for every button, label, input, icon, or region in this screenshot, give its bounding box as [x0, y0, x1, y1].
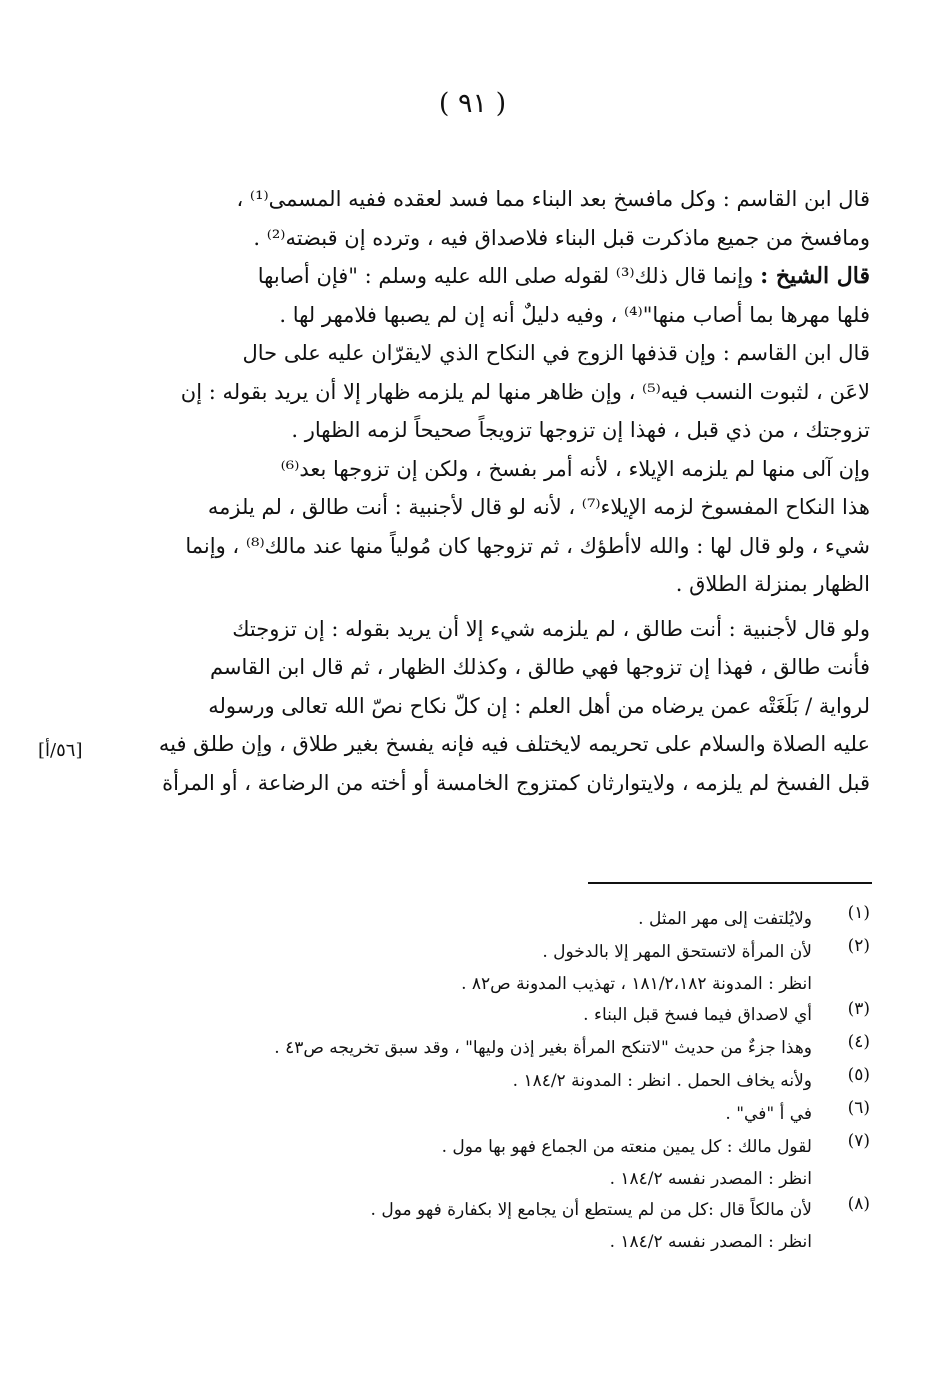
footnote-text: أي لاصداق فيما فسخ قبل البناء .	[583, 1005, 812, 1025]
footnote	[128, 1032, 870, 1065]
footnote-number: (٧)	[847, 1131, 870, 1151]
footnote	[128, 1098, 870, 1131]
footnote-text: انظر : المصدر نفسه ١٨٤/٢ .	[609, 1169, 812, 1189]
footnote-number: (١)	[847, 903, 870, 923]
text-line-sheikh	[128, 257, 870, 296]
footnote-text: انظر : المدونة ١٨١/٢،١٨٢ ، تهذيب المدونة ص٨٢ .	[461, 974, 812, 994]
text-line: قال ابن القاسم : وإن قذفها الزوج في النكاح الذي لايقرّان عليه على حال	[242, 341, 870, 365]
footnote	[128, 903, 870, 936]
text-line: الظهار بمنزلة الطلاق .	[675, 572, 870, 596]
text-line: ولو قال لأجنبية : أنت طالق ، لم يلزمه شيء إلا أن يريد بقوله : إن تزوجتك	[232, 616, 870, 641]
text-line: قال ابن القاسم : وكل مافسخ بعد البناء مما فسد لعقده ففيه المسمى⁽¹⁾ ،	[236, 187, 870, 211]
footnote-number: (٣)	[847, 999, 870, 1019]
text-line: ومافسخ من جميع ماذكرت قبل البناء فلاصداق فيه ، وترده إن قبضته⁽²⁾ .	[253, 225, 870, 250]
footnote	[128, 936, 870, 999]
text-line: فأنت طالق ، فهذا إن تزوجها فهي طالق ، وكذلك الظهار ، ثم قال ابن القاسم	[209, 655, 870, 679]
footnote	[128, 1194, 870, 1257]
text-line: تزوجتك ، من ذي قبل ، فهذا إن تزوجها تزويجاً صحيحاً لزمه الظهار .	[291, 418, 870, 442]
footnote-text: لقول مالك : كل يمين منعته من الجماع فهو بها مول .	[441, 1137, 812, 1157]
footnote-separator	[588, 882, 872, 884]
footnote	[128, 1131, 870, 1194]
text-line: قبل الفسخ لم يلزمه ، ولايتوارثان كمتزوج الخامسة أو أخته من الرضاعة ، أو المرأة	[162, 770, 870, 795]
main-text	[128, 180, 870, 802]
footnotes	[128, 903, 870, 1257]
footnote-number: (٦)	[847, 1098, 870, 1118]
footnote-text: في أ "في" .	[725, 1104, 812, 1124]
footnote	[128, 999, 870, 1032]
manuscript-folio-reference: [٥٦/أ]	[38, 740, 83, 761]
text-line: عليه الصلاة والسلام على تحريمه لايختلف فيه فإنه يفسخ بغير طلاق ، وإن طلق فيه	[158, 732, 870, 756]
footnote-text: ولأنه يخاف الحمل . انظر : المدونة ١٨٤/٢ .	[512, 1071, 812, 1091]
footnote	[128, 1065, 870, 1098]
footnote-number: (٥)	[847, 1065, 870, 1085]
footnote-number: (٤)	[847, 1032, 870, 1052]
footnote-text: وهذا جزءٌ من حديث "لاتنكح المرأة بغير إذن وليها" ، وقد سبق تخريجه ص٤٣ .	[274, 1038, 812, 1058]
footnote-text: ولايُلتفت إلى مهر المثل .	[638, 909, 812, 929]
text-line: هذا النكاح المفسوخ لزمه الإيلاء⁽⁷⁾ ، لأنه لو قال لأجنبية : أنت طالق ، لم يلزمه	[207, 495, 870, 519]
text-line: فلها مهرها بما أصاب منها"⁽⁴⁾ ، وفيه دليلٌ أنه إن لم يصبها فلامهر لها .	[279, 302, 870, 327]
sheikh-term: قال الشيخ :	[760, 263, 870, 289]
text-line: شيء ، ولو قال لها : والله لاأطؤك ، ثم تزوجها كان مُولياً منها عند مالك⁽⁸⁾ ، وإنما	[185, 533, 870, 558]
text-line: لرواية / بَلَغَتْه عمن يرضاه من أهل العلم : إن كلّ نكاح نصّ الله تعالى ورسوله	[208, 693, 870, 718]
text-line: لاعَن ، لثبوت النسب فيه⁽⁵⁾ ، وإن ظاهر منها لم يلزمه ظهار إلا أن يريد بقوله : إن	[180, 379, 870, 404]
footnote-text: لأن المرأة لاتستحق المهر إلا بالدخول .	[542, 942, 812, 962]
footnote-number: (٢)	[847, 936, 870, 956]
text-line-rest: وإنما قال ذلك⁽³⁾ لقوله صلى الله عليه وسلم : "فإن أصابها	[257, 264, 754, 288]
footnote-text: لأن مالكاً قال :كل من لم يستطع أن يجامع إلا بكفارة فهو مول .	[370, 1200, 812, 1220]
text-line: وإن آلى منها لم يلزمه الإيلاء ، لأنه أمر بفسخ ، ولكن إن تزوجها بعد⁽⁶⁾	[280, 456, 870, 481]
page-number: ( ٩١ )	[438, 88, 507, 119]
footnote-text: انظر : المصدر نفسه ١٨٤/٢ .	[609, 1232, 812, 1252]
footnote-number: (٨)	[847, 1194, 870, 1214]
